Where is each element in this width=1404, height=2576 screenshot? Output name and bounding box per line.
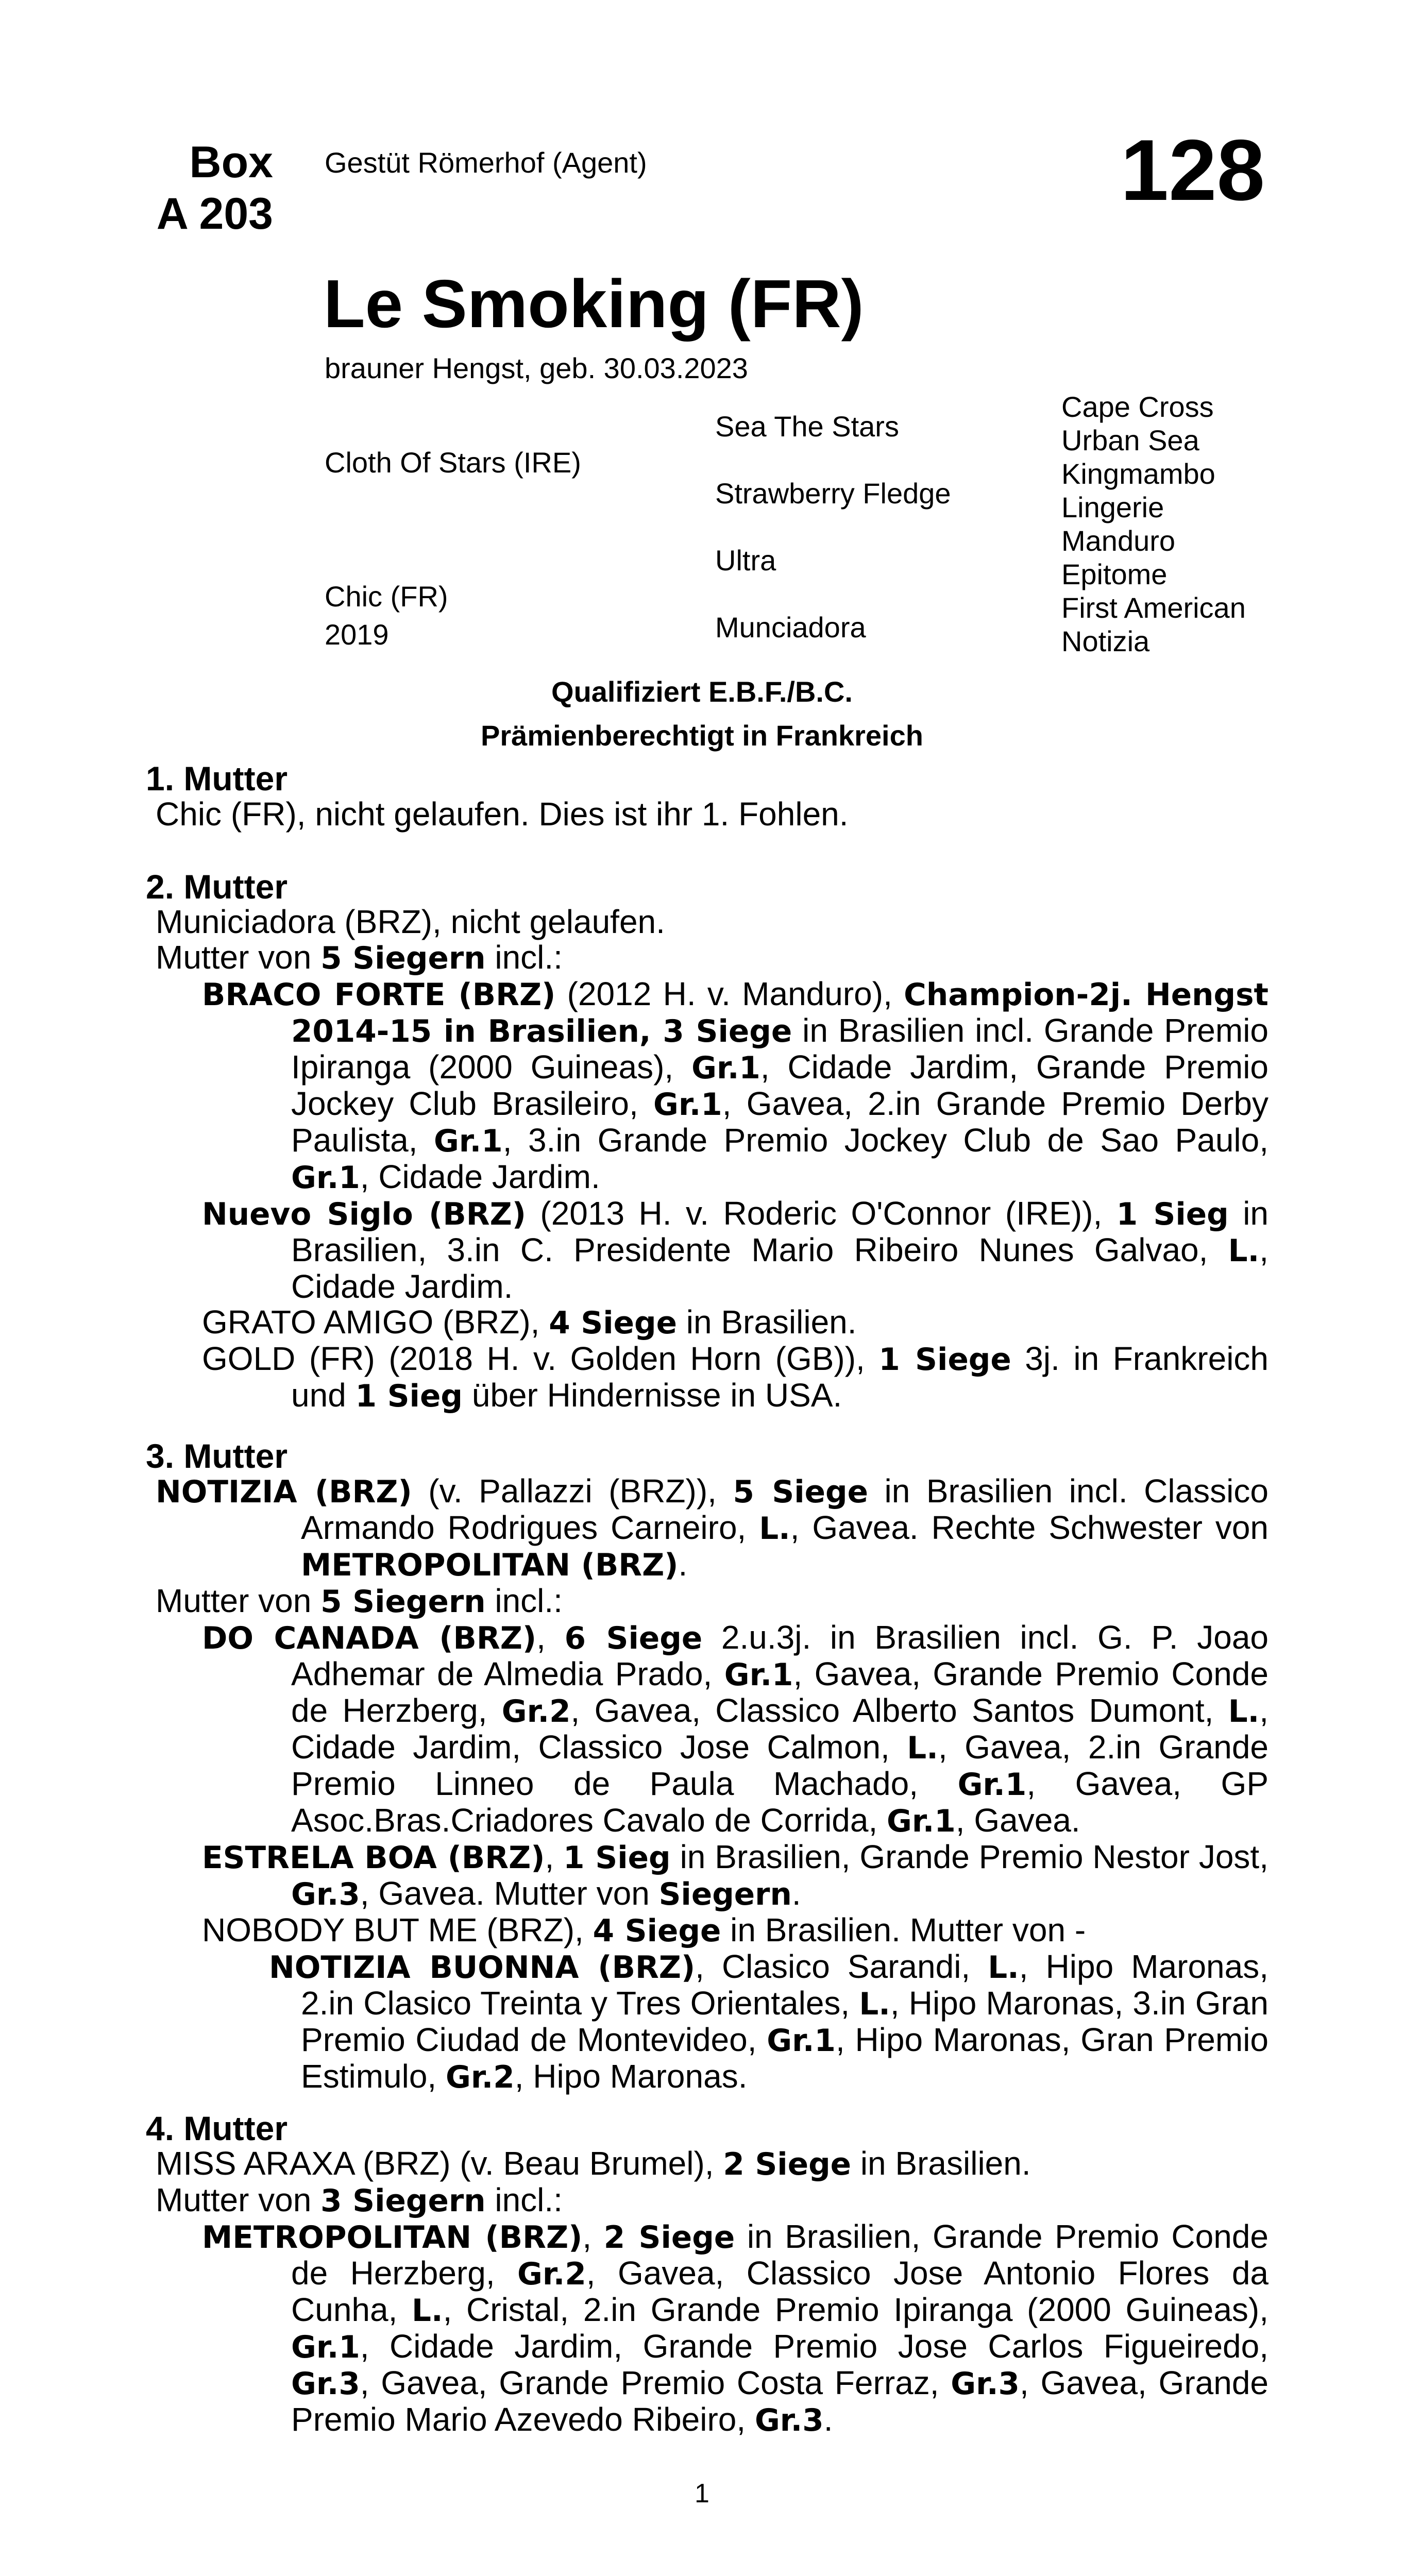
pedigree-great-grandparents [1061,390,1246,658]
grand-progeny-entry: NOTIZIA BUONNA (BRZ), Clasico Sarandi, L., Hipo Maronas, 2.in Clasico Treinta y Tres Orientales, L., Hipo Maronas, 3.in Gran Premio Ciudad de Montevideo, Gr.1, Hipo Maronas, Gran Premio Estimulo, Gr.2, Hipo Maronas. [269,1948,1269,2095]
dam-of-line: Mutter von 3 Siegern incl.: [156,2181,563,2219]
pedigree-dam-sire: Ultra [715,544,776,577]
box-word: Box [189,138,273,187]
mutter-4-block [156,2146,1268,2438]
box-label [103,137,273,240]
box-number: A 203 [156,189,273,239]
section-heading-mutter-2: 2. Mutter [146,868,288,906]
progeny-entry: GRATO AMIGO (BRZ), 4 Siege in Brasilien. [202,1303,857,1341]
mutter-3-dam: NOTIZIA (BRZ) (v. Pallazzi (BRZ)), 5 Siege in Brasilien incl. Classico Armando Rodrigues Carneiro, L., Gavea. Rechte Schwester von METROPOLITAN (BRZ). [156,1472,1269,1583]
pedigree-sire: Cloth Of Stars (IRE) [325,446,581,479]
progeny-entry: BRACO FORTE (BRZ) (2012 H. v. Manduro), Champion-2j. Hengst 2014-15 in Brasilien, 3 Siege in Brasilien incl. Grande Premio Ipiranga (2000 Guineas), Gr.1, Cidade Jardim, Grande Premio Jockey Club Brasileiro, Gr.1, Gavea, 2.in Grande Premio Derby Paulista, Gr.1, 3.in Grande Premio Jockey Club de Sao Paulo, Gr.1, Cidade Jardim. [202,975,1269,1196]
progeny-entry: NOBODY BUT ME (BRZ), 4 Siege in Brasilien. Mutter von - [202,1911,1086,1949]
qualification-ebf: Qualifiziert E.B.F./B.C. [551,675,853,708]
horse-description: brauner Hengst, geb. 30.03.2023 [325,352,748,384]
mutter-2-block [156,904,1268,1414]
pedigree-ggp: Notizia [1061,625,1150,657]
qualification-premium: Prämienberechtigt in Frankreich [481,719,923,752]
progeny-entry: GOLD (FR) (2018 H. v. Golden Horn (GB)), 1 Siege 3j. in Frankreich und 1 Sieg über Hindernisse in USA. [202,1340,1269,1414]
progeny-entry: Nuevo Siglo (BRZ) (2013 H. v. Roderic O'Connor (IRE)), 1 Sieg in Brasilien, 3.in C. Presidente Mario Ribeiro Nunes Galvao, L., Cidade Jardim. [202,1195,1269,1305]
section-heading-mutter-1: 1. Mutter [146,759,288,798]
pedigree-ggp: Urban Sea [1061,424,1199,456]
pedigree-ggp: Manduro [1061,524,1176,557]
mutter-2-line: Municiadora (BRZ), nicht gelaufen. [156,903,665,940]
agent-name: Gestüt Römerhof (Agent) [325,146,647,179]
pedigree-dam-year: 2019 [325,618,389,651]
pedigree-ggp: Lingerie [1061,491,1164,523]
mutter-3-block [156,1473,1268,2095]
progeny-entry: METROPOLITAN (BRZ), 2 Siege in Brasilien, Grande Premio Conde de Herzberg, Gr.2, Gavea, Classico Jose Antonio Flores da Cunha, L., Cristal, 2.in Grande Premio Ipiranga (2000 Guineas), Gr.1, Cidade Jardim, Grande Premio Jose Carlos Figueiredo, Gr.3, Gavea, Grande Premio Costa Ferraz, Gr.3, Gavea, Grande Premio Mario Azevedo Ribeiro, Gr.3. [202,2218,1269,2438]
page-number: 1 [695,2479,709,2509]
section-heading-mutter-3: 3. Mutter [146,1437,288,1475]
pedigree-sire-dam: Strawberry Fledge [715,477,951,510]
pedigree-sire-sire: Sea The Stars [715,410,899,443]
dam-of-line: Mutter von 5 Siegern incl.: [156,1582,563,1620]
dam-of-line: Mutter von 5 Siegern incl.: [156,939,563,976]
pedigree-ggp: First American [1061,591,1246,624]
pedigree-dam-dam: Munciadora [715,611,866,643]
section-heading-mutter-4: 4. Mutter [146,2109,288,2147]
lot-number: 128 [1120,122,1265,218]
pedigree-ggp: Cape Cross [1061,391,1214,423]
mutter-1-text: Chic (FR), nicht gelaufen. Dies ist ihr 1. Fohlen. [156,795,849,833]
progeny-entry: ESTRELA BOA (BRZ), 1 Sieg in Brasilien, Grande Premio Nestor Jost, Gr.3, Gavea. Mutter von Siegern. [202,1838,1268,1912]
mutter-4-line: MISS ARAXA (BRZ) (v. Beau Brumel), 2 Siege in Brasilien. [156,2145,1031,2182]
pedigree-dam: Chic (FR) [325,580,448,613]
progeny-entry: DO CANADA (BRZ), 6 Siege 2.u.3j. in Brasilien incl. G. P. Joao Adhemar de Almedia Prado, Gr.1, Gavea, Grande Premio Conde de Herzberg, Gr.2, Gavea, Classico Alberto Santos Dumont, L., Cidade Jardim, Classico Jose Calmon, L., Gavea, 2.in Grande Premio Linneo de Paula Machado, Gr.1, Gavea, GP Asoc.Bras.Criadores Cavalo de Corrida, Gr.1, Gavea. [202,1619,1269,1839]
horse-name: Le Smoking (FR) [324,266,864,342]
pedigree-ggp: Epitome [1061,558,1168,590]
pedigree-ggp: Kingmambo [1061,457,1215,490]
